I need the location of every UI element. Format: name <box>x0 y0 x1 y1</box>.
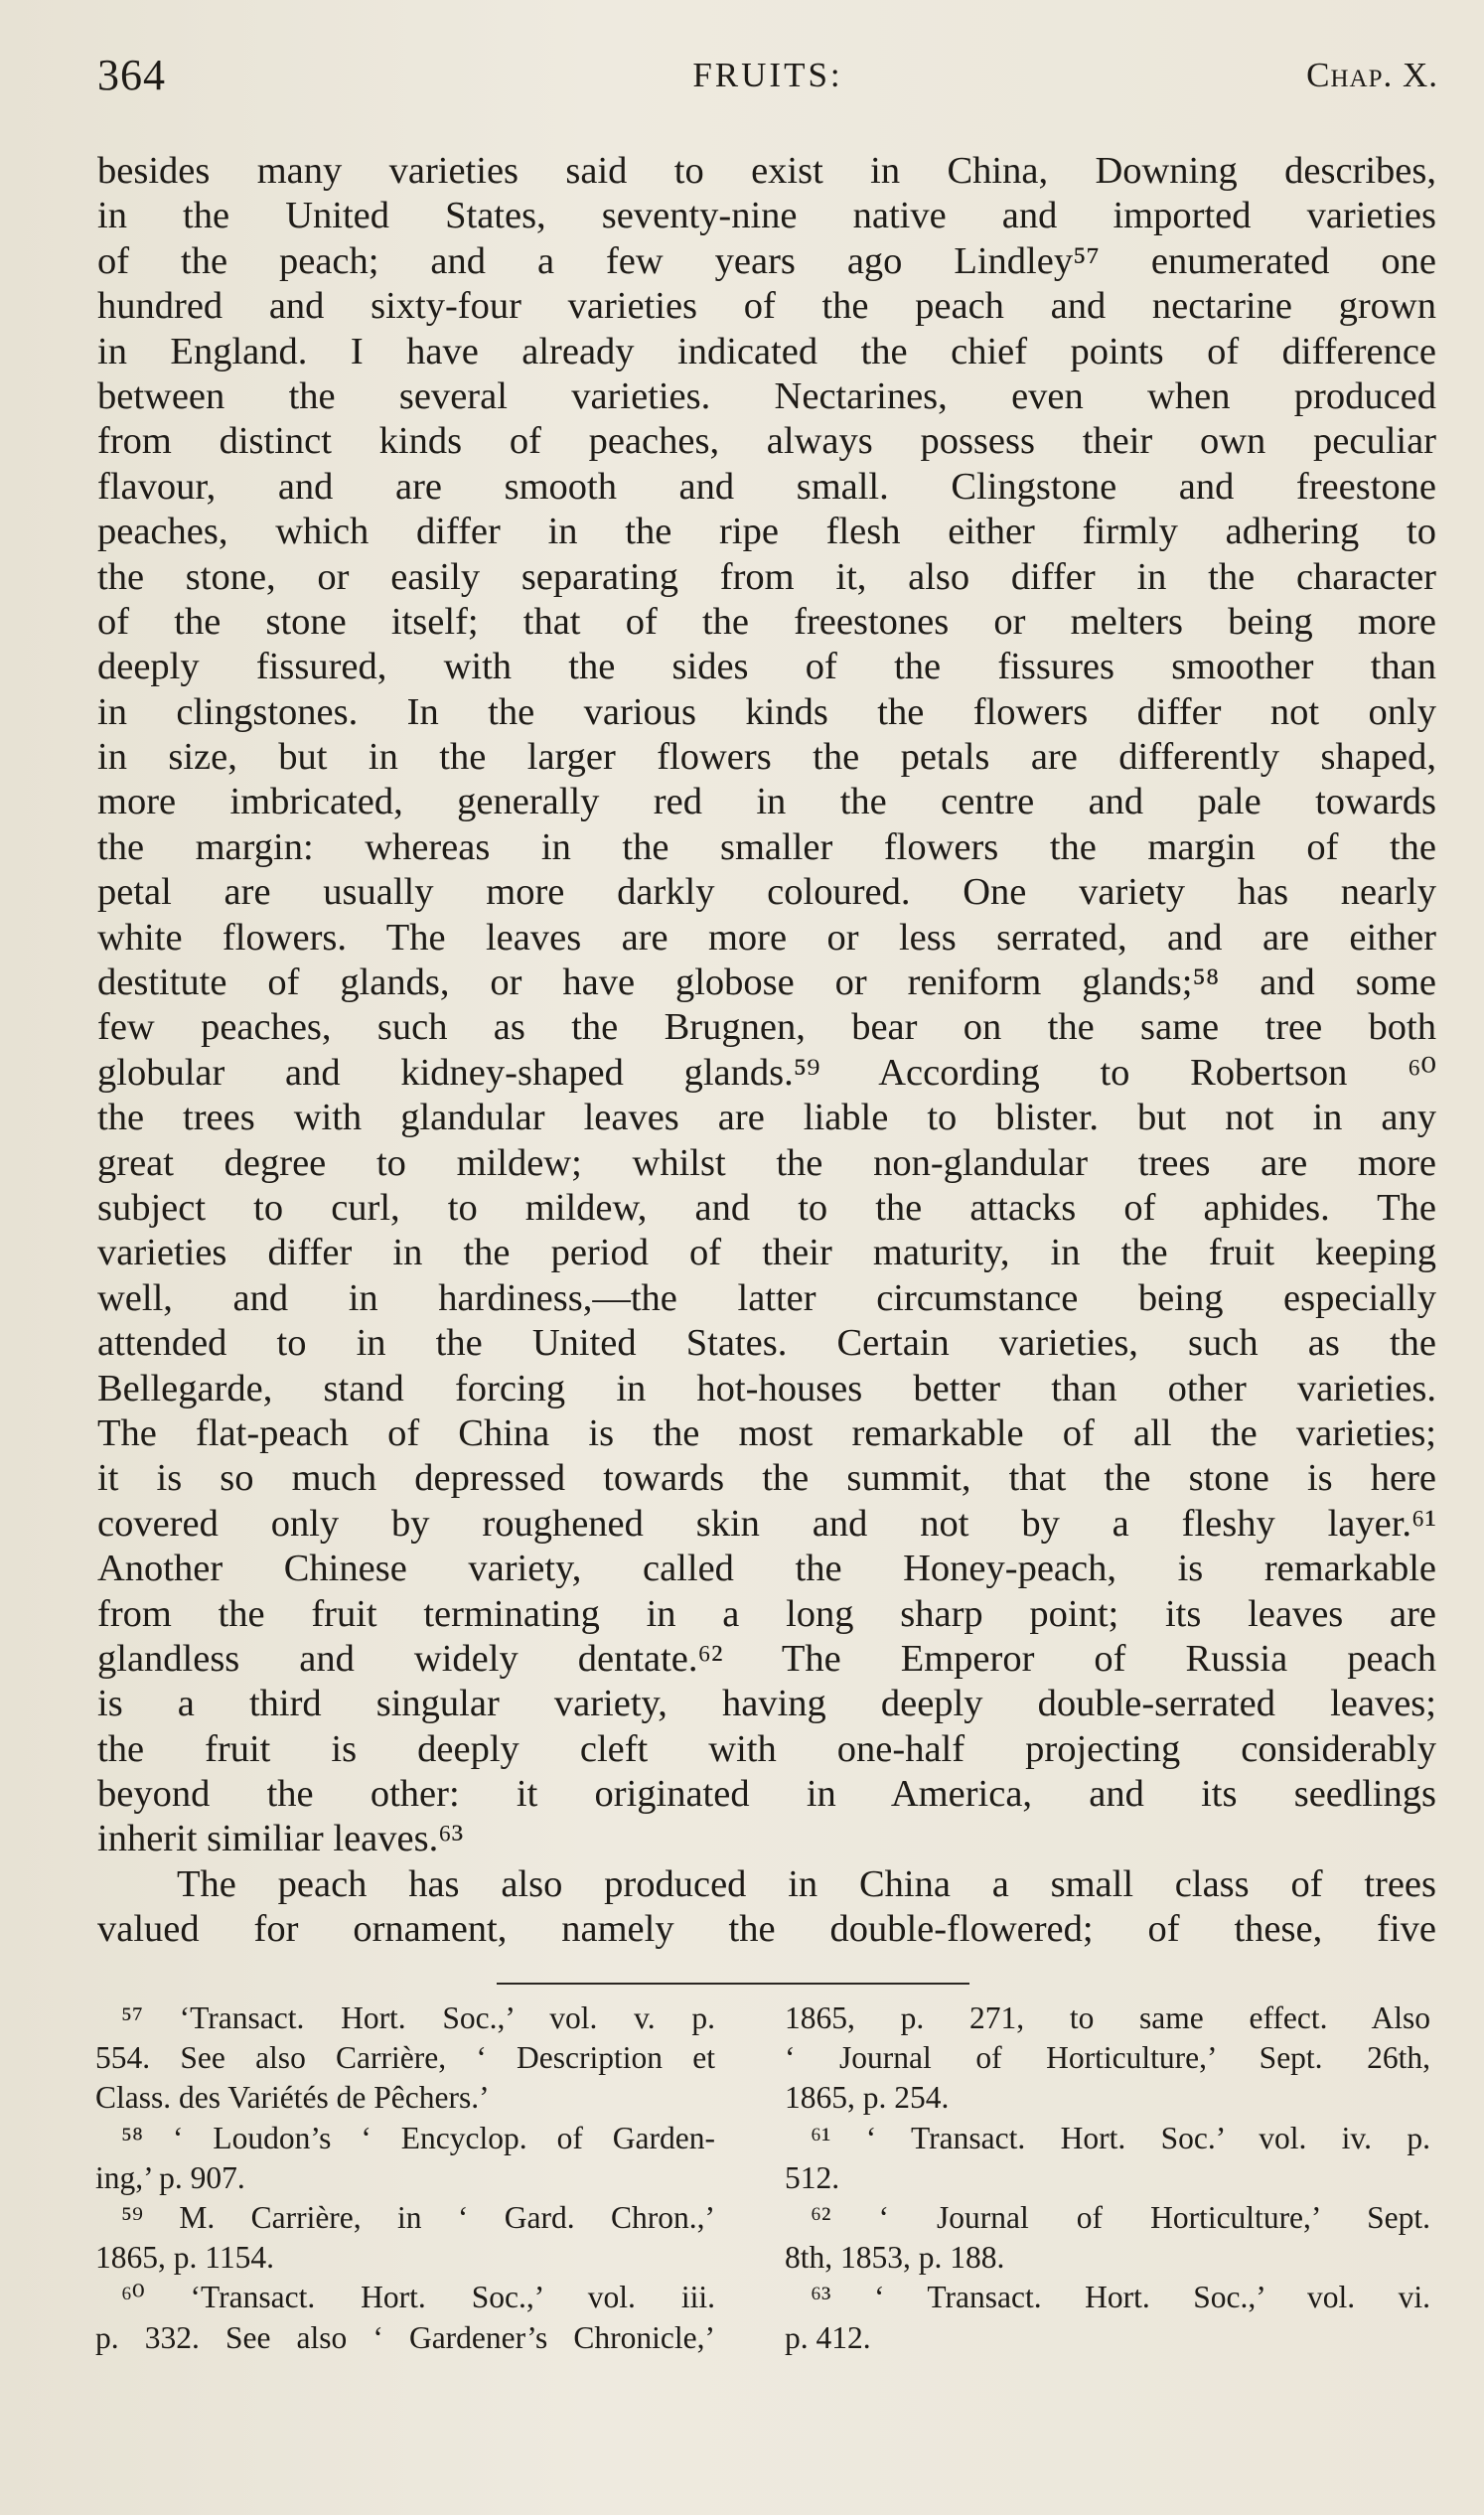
body-line: in England. I have already indicated the chief points of difference <box>97 330 1436 372</box>
body-line: in the United States, seventy-nine native and imported varieties <box>97 195 1436 237</box>
footnote-line: 8th, 1853, p. 188. <box>785 2240 1005 2276</box>
body-line: inherit similiar leaves.⁶³ <box>97 1818 464 1860</box>
body-line: the fruit is deeply cleft with one-half projecting considerably <box>97 1727 1436 1770</box>
body-line: the margin: whereas in the smaller flowers the margin of the <box>97 825 1436 868</box>
body-line: few peaches, such as the Brugnen, bear on the same tree both <box>97 1006 1436 1049</box>
body-line: in clingstones. In the various kinds the flowers differ not only <box>97 690 1436 733</box>
page-header <box>97 44 1438 113</box>
body-line: beyond the other: it originated in America, and its seedlings <box>97 1773 1436 1816</box>
body-line: deeply fissured, with the sides of the fissures smoother than <box>97 646 1436 688</box>
body-line: the trees with glandular leaves are liable to blister. but not in any <box>97 1097 1436 1139</box>
body-line: it is so much depressed towards the summit, that the stone is here <box>97 1457 1436 1500</box>
footnote-line: ⁶³ ‘ Transact. Hort. Soc.,’ vol. vi. <box>811 2280 1430 2315</box>
body-line: the stone, or easily separating from it, also differ in the character <box>97 555 1436 598</box>
footnote-line: ⁵⁷ ‘Transact. Hort. Soc.,’ vol. v. p. <box>121 2000 715 2035</box>
body-line: flavour, and are smooth and small. Clingstone and freestone <box>97 465 1436 508</box>
footnote-line: 1865, p. 254. <box>785 2080 950 2116</box>
footnote-line: 1865, p. 1154. <box>95 2240 274 2276</box>
body-line: of the peach; and a few years ago Lindley⁵⁷ enumerated one <box>97 239 1436 282</box>
body-line: more imbricated, generally red in the centre and pale towards <box>97 781 1436 823</box>
body-line: varieties differ in the period of their maturity, in the fruit keeping <box>97 1232 1436 1274</box>
body-line: of the stone itself; that of the freestones or melters being more <box>97 600 1436 643</box>
body-line: in size, but in the larger flowers the petals are differently shaped, <box>97 736 1436 779</box>
body-line: hundred and sixty-four varieties of the peach and nectarine grown <box>97 285 1436 328</box>
body-line: attended to in the United States. Certain varieties, such as the <box>97 1322 1436 1365</box>
footnote-line: 554. See also Carrière, ‘ Description et <box>95 2040 715 2076</box>
footnote-line: 1865, p. 271, to same effect. Also <box>785 2000 1430 2035</box>
body-line: destitute of glands, or have globose or reniform glands;⁵⁸ and some <box>97 962 1436 1004</box>
body-line: The peach has also produced in China a small class of trees <box>177 1862 1436 1905</box>
footnote-line: 512. <box>785 2159 840 2195</box>
body-line: Another Chinese variety, called the Honey-peach, is remarkable <box>97 1548 1436 1590</box>
body-line: Bellegarde, stand forcing in hot-houses better than other varieties. <box>97 1367 1436 1409</box>
body-line: well, and in hardiness,—the latter circumstance being especially <box>97 1276 1436 1319</box>
body-line: white flowers. The leaves are more or less serrated, and are either <box>97 916 1436 959</box>
body-line: from distinct kinds of peaches, always possess their own peculiar <box>97 420 1436 463</box>
footnote-line: Class. des Variétés de Pêchers.’ <box>95 2080 490 2116</box>
footnote-line: ing,’ p. 907. <box>95 2159 245 2195</box>
footnote-line: ‘ Journal of Horticulture,’ Sept. 26th, <box>785 2040 1430 2076</box>
footnote-line: p. 412. <box>785 2319 871 2355</box>
body-line: great degree to mildew; whilst the non-glandular trees are more <box>97 1141 1436 1184</box>
body-line: The flat-peach of China is the most remarkable of all the varieties; <box>97 1411 1436 1454</box>
body-line: is a third singular variety, having deeply double-serrated leaves; <box>97 1683 1436 1725</box>
footnote-line: ⁶⁰ ‘Transact. Hort. Soc.,’ vol. iii. <box>121 2280 715 2315</box>
footnotes-left-column <box>95 1998 715 2358</box>
body-line: petal are usually more darkly coloured. One variety has nearly <box>97 871 1436 914</box>
body-line: glandless and widely dentate.⁶² The Emperor of Russia peach <box>97 1637 1436 1680</box>
footnote-line: p. 332. See also ‘ Gardener’s Chronicle,’ <box>95 2319 715 2355</box>
chapter-label: Chap. X. <box>1306 56 1438 94</box>
footnote-line: ⁵⁹ M. Carrière, in ‘ Gard. Chron.,’ <box>121 2199 715 2235</box>
footnote-line: ⁶² ‘ Journal of Horticulture,’ Sept. <box>811 2199 1430 2235</box>
footnote-line: ⁶¹ ‘ Transact. Hort. Soc.’ vol. iv. p. <box>811 2120 1430 2155</box>
body-line: besides many varieties said to exist in China, Downing describes, <box>97 150 1436 192</box>
body-line: from the fruit terminating in a long sharp point; its leaves are <box>97 1592 1436 1635</box>
body-text <box>97 149 1436 1953</box>
body-line: subject to curl, to mildew, and to the attacks of aphides. The <box>97 1186 1436 1229</box>
body-line: peaches, which differ in the ripe flesh either firmly adhering to <box>97 511 1436 553</box>
footnote-line: ⁵⁸ ‘ Loudon’s ‘ Encyclop. of Garden- <box>121 2120 715 2155</box>
body-line: between the several varieties. Nectarines, even when produced <box>97 374 1436 417</box>
body-line: valued for ornament, namely the double-flowered; of these, five <box>97 1908 1436 1951</box>
footnote-rule <box>497 1983 969 1985</box>
body-line: covered only by roughened skin and not by a fleshy layer.⁶¹ <box>97 1502 1436 1545</box>
page-number: 364 <box>97 51 166 99</box>
running-head: FRUITS: <box>692 56 843 94</box>
footnotes-right-column <box>785 1998 1430 2358</box>
body-line: globular and kidney-shaped glands.⁵⁹ According to Robertson ⁶⁰ <box>97 1051 1436 1094</box>
